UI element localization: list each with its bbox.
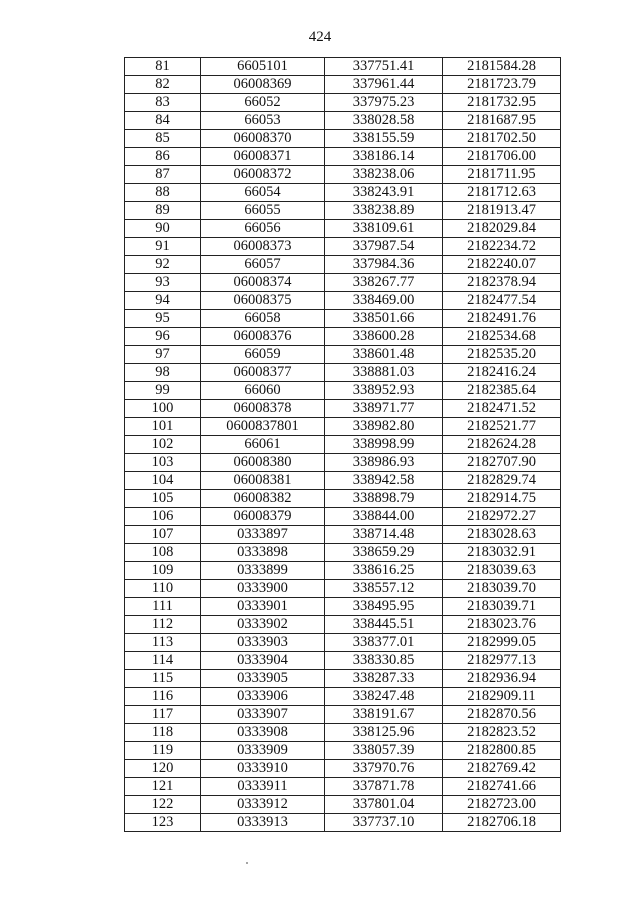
- y-coordinate-cell: 2181913.47: [443, 202, 561, 220]
- y-coordinate-cell: 2182624.28: [443, 436, 561, 454]
- x-coordinate-cell: 338616.25: [325, 562, 443, 580]
- row-number-cell: 109: [125, 562, 201, 580]
- x-coordinate-cell: 338469.00: [325, 292, 443, 310]
- point-id-cell: 0333902: [201, 616, 325, 634]
- point-id-cell: 06008382: [201, 490, 325, 508]
- point-id-cell: 66061: [201, 436, 325, 454]
- row-number-cell: 92: [125, 256, 201, 274]
- y-coordinate-cell: 2182723.00: [443, 796, 561, 814]
- y-coordinate-cell: 2182914.75: [443, 490, 561, 508]
- y-coordinate-cell: 2182378.94: [443, 274, 561, 292]
- y-coordinate-cell: 2182234.72: [443, 238, 561, 256]
- row-number-cell: 106: [125, 508, 201, 526]
- row-number-cell: 97: [125, 346, 201, 364]
- table-row: [125, 184, 561, 202]
- y-coordinate-cell: 2182829.74: [443, 472, 561, 490]
- x-coordinate-cell: 338377.01: [325, 634, 443, 652]
- y-coordinate-cell: 2182707.90: [443, 454, 561, 472]
- row-number-cell: 110: [125, 580, 201, 598]
- x-coordinate-cell: 338057.39: [325, 742, 443, 760]
- row-number-cell: 117: [125, 706, 201, 724]
- x-coordinate-cell: 338557.12: [325, 580, 443, 598]
- row-number-cell: 93: [125, 274, 201, 292]
- point-id-cell: 66057: [201, 256, 325, 274]
- x-coordinate-cell: 338998.99: [325, 436, 443, 454]
- table-row: [125, 544, 561, 562]
- point-id-cell: 0600837801: [201, 418, 325, 436]
- point-id-cell: 06008377: [201, 364, 325, 382]
- point-id-cell: 06008378: [201, 400, 325, 418]
- row-number-cell: 121: [125, 778, 201, 796]
- table-row: [125, 778, 561, 796]
- point-id-cell: 0333900: [201, 580, 325, 598]
- y-coordinate-cell: 2182800.85: [443, 742, 561, 760]
- table-row: [125, 526, 561, 544]
- row-number-cell: 100: [125, 400, 201, 418]
- x-coordinate-cell: 337987.54: [325, 238, 443, 256]
- row-number-cell: 83: [125, 94, 201, 112]
- y-coordinate-cell: 2182491.76: [443, 310, 561, 328]
- row-number-cell: 111: [125, 598, 201, 616]
- x-coordinate-cell: 338028.58: [325, 112, 443, 130]
- x-coordinate-cell: 338982.80: [325, 418, 443, 436]
- row-number-cell: 119: [125, 742, 201, 760]
- y-coordinate-cell: 2182534.68: [443, 328, 561, 346]
- y-coordinate-cell: 2182706.18: [443, 814, 561, 832]
- table-row: [125, 58, 561, 76]
- page-number: 424: [308, 29, 332, 45]
- y-coordinate-cell: 2181711.95: [443, 166, 561, 184]
- table-row: [125, 382, 561, 400]
- y-coordinate-cell: 2181706.00: [443, 148, 561, 166]
- x-coordinate-cell: 338971.77: [325, 400, 443, 418]
- point-id-cell: 0333898: [201, 544, 325, 562]
- point-id-cell: 06008374: [201, 274, 325, 292]
- y-coordinate-cell: 2182972.27: [443, 508, 561, 526]
- coordinates-table: [124, 57, 561, 832]
- table-row: [125, 202, 561, 220]
- table-row: [125, 742, 561, 760]
- table-row: [125, 220, 561, 238]
- point-id-cell: 0333907: [201, 706, 325, 724]
- point-id-cell: 06008373: [201, 238, 325, 256]
- x-coordinate-cell: 338186.14: [325, 148, 443, 166]
- y-coordinate-cell: 2182471.52: [443, 400, 561, 418]
- point-id-cell: 0333899: [201, 562, 325, 580]
- y-coordinate-cell: 2181712.63: [443, 184, 561, 202]
- table-row: [125, 688, 561, 706]
- x-coordinate-cell: 337801.04: [325, 796, 443, 814]
- row-number-cell: 104: [125, 472, 201, 490]
- point-id-cell: 66052: [201, 94, 325, 112]
- point-id-cell: 66060: [201, 382, 325, 400]
- table-row: [125, 598, 561, 616]
- row-number-cell: 84: [125, 112, 201, 130]
- y-coordinate-cell: 2182769.42: [443, 760, 561, 778]
- table-row: [125, 472, 561, 490]
- row-number-cell: 89: [125, 202, 201, 220]
- table-row: [125, 418, 561, 436]
- row-number-cell: 102: [125, 436, 201, 454]
- point-id-cell: 0333901: [201, 598, 325, 616]
- x-coordinate-cell: 338659.29: [325, 544, 443, 562]
- point-id-cell: 06008371: [201, 148, 325, 166]
- point-id-cell: 0333910: [201, 760, 325, 778]
- x-coordinate-cell: 338881.03: [325, 364, 443, 382]
- x-coordinate-cell: 338600.28: [325, 328, 443, 346]
- table-row: [125, 292, 561, 310]
- row-number-cell: 120: [125, 760, 201, 778]
- point-id-cell: 06008381: [201, 472, 325, 490]
- y-coordinate-cell: 2181584.28: [443, 58, 561, 76]
- row-number-cell: 103: [125, 454, 201, 472]
- y-coordinate-cell: 2183039.71: [443, 598, 561, 616]
- table-row: [125, 94, 561, 112]
- table-row: [125, 364, 561, 382]
- y-coordinate-cell: 2182240.07: [443, 256, 561, 274]
- table-row: [125, 580, 561, 598]
- y-coordinate-cell: 2183039.70: [443, 580, 561, 598]
- row-number-cell: 113: [125, 634, 201, 652]
- row-number-cell: 108: [125, 544, 201, 562]
- y-coordinate-cell: 2182999.05: [443, 634, 561, 652]
- x-coordinate-cell: 338601.48: [325, 346, 443, 364]
- row-number-cell: 107: [125, 526, 201, 544]
- point-id-cell: 06008375: [201, 292, 325, 310]
- table-row: [125, 400, 561, 418]
- row-number-cell: 99: [125, 382, 201, 400]
- point-id-cell: 0333911: [201, 778, 325, 796]
- x-coordinate-cell: 337871.78: [325, 778, 443, 796]
- point-id-cell: 0333904: [201, 652, 325, 670]
- point-id-cell: 06008380: [201, 454, 325, 472]
- row-number-cell: 82: [125, 76, 201, 94]
- table-row: [125, 112, 561, 130]
- row-number-cell: 114: [125, 652, 201, 670]
- row-number-cell: 88: [125, 184, 201, 202]
- table-row: [125, 616, 561, 634]
- point-id-cell: 6605101: [201, 58, 325, 76]
- table-row: [125, 724, 561, 742]
- y-coordinate-cell: 2182521.77: [443, 418, 561, 436]
- point-id-cell: 0333909: [201, 742, 325, 760]
- scan-speck: [246, 862, 248, 864]
- x-coordinate-cell: 337984.36: [325, 256, 443, 274]
- row-number-cell: 96: [125, 328, 201, 346]
- row-number-cell: 122: [125, 796, 201, 814]
- table-row: [125, 436, 561, 454]
- x-coordinate-cell: 338714.48: [325, 526, 443, 544]
- point-id-cell: 66053: [201, 112, 325, 130]
- x-coordinate-cell: 338501.66: [325, 310, 443, 328]
- table-row: [125, 274, 561, 292]
- table-row: [125, 814, 561, 832]
- row-number-cell: 87: [125, 166, 201, 184]
- table-row: [125, 760, 561, 778]
- table-row: [125, 670, 561, 688]
- table-row: [125, 634, 561, 652]
- point-id-cell: 0333897: [201, 526, 325, 544]
- table-row: [125, 490, 561, 508]
- y-coordinate-cell: 2182385.64: [443, 382, 561, 400]
- point-id-cell: 66059: [201, 346, 325, 364]
- x-coordinate-cell: 338267.77: [325, 274, 443, 292]
- x-coordinate-cell: 337970.76: [325, 760, 443, 778]
- table-body: [125, 58, 561, 832]
- y-coordinate-cell: 2181687.95: [443, 112, 561, 130]
- row-number-cell: 112: [125, 616, 201, 634]
- point-id-cell: 0333906: [201, 688, 325, 706]
- x-coordinate-cell: 338109.61: [325, 220, 443, 238]
- y-coordinate-cell: 2182936.94: [443, 670, 561, 688]
- table-row: [125, 346, 561, 364]
- row-number-cell: 91: [125, 238, 201, 256]
- table-row: [125, 166, 561, 184]
- point-id-cell: 06008372: [201, 166, 325, 184]
- point-id-cell: 0333912: [201, 796, 325, 814]
- x-coordinate-cell: 338125.96: [325, 724, 443, 742]
- point-id-cell: 06008376: [201, 328, 325, 346]
- x-coordinate-cell: 337737.10: [325, 814, 443, 832]
- point-id-cell: 0333903: [201, 634, 325, 652]
- y-coordinate-cell: 2182029.84: [443, 220, 561, 238]
- x-coordinate-cell: 338330.85: [325, 652, 443, 670]
- table-row: [125, 256, 561, 274]
- x-coordinate-cell: 338495.95: [325, 598, 443, 616]
- y-coordinate-cell: 2181702.50: [443, 130, 561, 148]
- x-coordinate-cell: 338238.89: [325, 202, 443, 220]
- x-coordinate-cell: 338844.00: [325, 508, 443, 526]
- x-coordinate-cell: 338191.67: [325, 706, 443, 724]
- table-row: [125, 652, 561, 670]
- table-row: [125, 706, 561, 724]
- x-coordinate-cell: 337975.23: [325, 94, 443, 112]
- point-id-cell: 0333908: [201, 724, 325, 742]
- row-number-cell: 95: [125, 310, 201, 328]
- table-row: [125, 508, 561, 526]
- table-row: [125, 562, 561, 580]
- row-number-cell: 90: [125, 220, 201, 238]
- x-coordinate-cell: 338243.91: [325, 184, 443, 202]
- point-id-cell: 66056: [201, 220, 325, 238]
- x-coordinate-cell: 338986.93: [325, 454, 443, 472]
- row-number-cell: 98: [125, 364, 201, 382]
- row-number-cell: 116: [125, 688, 201, 706]
- row-number-cell: 94: [125, 292, 201, 310]
- point-id-cell: 66054: [201, 184, 325, 202]
- y-coordinate-cell: 2182823.52: [443, 724, 561, 742]
- point-id-cell: 66055: [201, 202, 325, 220]
- x-coordinate-cell: 337751.41: [325, 58, 443, 76]
- x-coordinate-cell: 338155.59: [325, 130, 443, 148]
- x-coordinate-cell: 338247.48: [325, 688, 443, 706]
- point-id-cell: 66058: [201, 310, 325, 328]
- table-row: [125, 328, 561, 346]
- y-coordinate-cell: 2182416.24: [443, 364, 561, 382]
- x-coordinate-cell: 337961.44: [325, 76, 443, 94]
- table-row: [125, 76, 561, 94]
- point-id-cell: 0333913: [201, 814, 325, 832]
- row-number-cell: 115: [125, 670, 201, 688]
- point-id-cell: 0333905: [201, 670, 325, 688]
- y-coordinate-cell: 2182977.13: [443, 652, 561, 670]
- y-coordinate-cell: 2182477.54: [443, 292, 561, 310]
- row-number-cell: 86: [125, 148, 201, 166]
- x-coordinate-cell: 338445.51: [325, 616, 443, 634]
- row-number-cell: 101: [125, 418, 201, 436]
- x-coordinate-cell: 338898.79: [325, 490, 443, 508]
- row-number-cell: 118: [125, 724, 201, 742]
- x-coordinate-cell: 338942.58: [325, 472, 443, 490]
- table-row: [125, 310, 561, 328]
- x-coordinate-cell: 338952.93: [325, 382, 443, 400]
- x-coordinate-cell: 338287.33: [325, 670, 443, 688]
- y-coordinate-cell: 2182870.56: [443, 706, 561, 724]
- y-coordinate-cell: 2183023.76: [443, 616, 561, 634]
- y-coordinate-cell: 2181723.79: [443, 76, 561, 94]
- table-row: [125, 454, 561, 472]
- y-coordinate-cell: 2181732.95: [443, 94, 561, 112]
- y-coordinate-cell: 2182741.66: [443, 778, 561, 796]
- point-id-cell: 06008370: [201, 130, 325, 148]
- table-row: [125, 130, 561, 148]
- table-row: [125, 796, 561, 814]
- y-coordinate-cell: 2182535.20: [443, 346, 561, 364]
- y-coordinate-cell: 2183028.63: [443, 526, 561, 544]
- row-number-cell: 105: [125, 490, 201, 508]
- row-number-cell: 81: [125, 58, 201, 76]
- table-row: [125, 148, 561, 166]
- row-number-cell: 123: [125, 814, 201, 832]
- row-number-cell: 85: [125, 130, 201, 148]
- y-coordinate-cell: 2183032.91: [443, 544, 561, 562]
- point-id-cell: 06008369: [201, 76, 325, 94]
- table-row: [125, 238, 561, 256]
- x-coordinate-cell: 338238.06: [325, 166, 443, 184]
- point-id-cell: 06008379: [201, 508, 325, 526]
- y-coordinate-cell: 2182909.11: [443, 688, 561, 706]
- y-coordinate-cell: 2183039.63: [443, 562, 561, 580]
